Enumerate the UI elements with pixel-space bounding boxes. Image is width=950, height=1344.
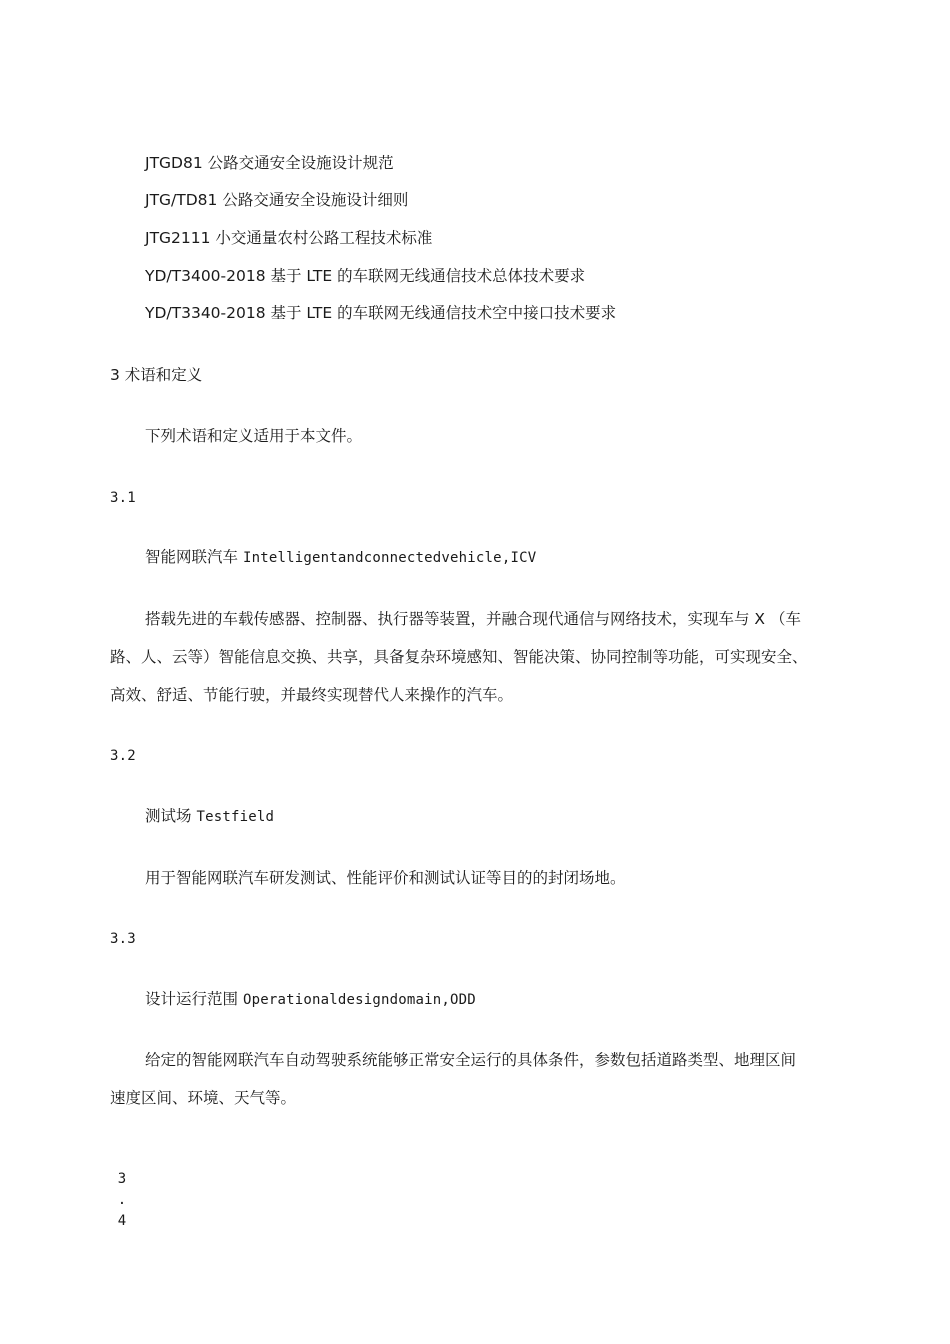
term-name-en: Testfield [196,809,275,825]
reference-item: JTG/TD81 公路交通安全设施设计细则 [145,191,409,209]
term-definition-line: 路、人、云等）智能信息交换、共享，具备复杂环境感知、智能决策、协同控制等功能，可实现安全、 [110,648,808,666]
section-intro: 下列术语和定义适用于本文件。 [145,427,363,445]
term-title [145,988,476,1011]
term-number: 3.2 [110,748,136,764]
reference-item: JTG2111 小交通量农村公路工程技术标准 [145,229,433,247]
term-name-en: Intelligentandconnectedvehicle,ICV [242,550,537,566]
reference-item: YD/T3340-2018 基于 LTE 的车联网无线通信技术空中接口技术要求 [145,304,617,322]
term-name-cn: 设计运行范围 [145,990,239,1008]
term-name-cn: 智能网联汽车 [145,548,239,566]
term-definition-line: 搭载先进的车载传感器、控制器、执行器等装置，并融合现代通信与网络技术，实现车与 X （车 [145,610,801,628]
term-name-en: Operationaldesigndomain,ODD [242,992,476,1008]
term-number: 3.3 [110,931,136,947]
next-term-number-dot: . [117,1192,127,1208]
term-definition-line: 高效、舒适、节能行驶，并最终实现替代人来操作的汽车。 [110,686,514,704]
term-title [145,546,536,569]
reference-item: YD/T3400-2018 基于 LTE 的车联网无线通信技术总体技术要求 [145,267,586,285]
term-definition-line: 速度区间、环境、天气等。 [110,1089,297,1107]
next-term-number-digit: 3 [117,1171,127,1187]
term-title [145,805,274,828]
term-name-cn: 测试场 [145,807,192,825]
next-term-number-digit: 4 [117,1213,127,1229]
section-heading: 3 术语和定义 [110,366,203,384]
term-definition-line: 给定的智能网联汽车自动驾驶系统能够正常安全运行的具体条件，参数包括道路类型、地理区间 [145,1051,797,1069]
term-number: 3.1 [110,490,136,506]
reference-item: JTGD81 公路交通安全设施设计规范 [145,154,394,172]
term-definition-line: 用于智能网联汽车研发测试、性能评价和测试认证等目的的封闭场地。 [145,869,626,887]
